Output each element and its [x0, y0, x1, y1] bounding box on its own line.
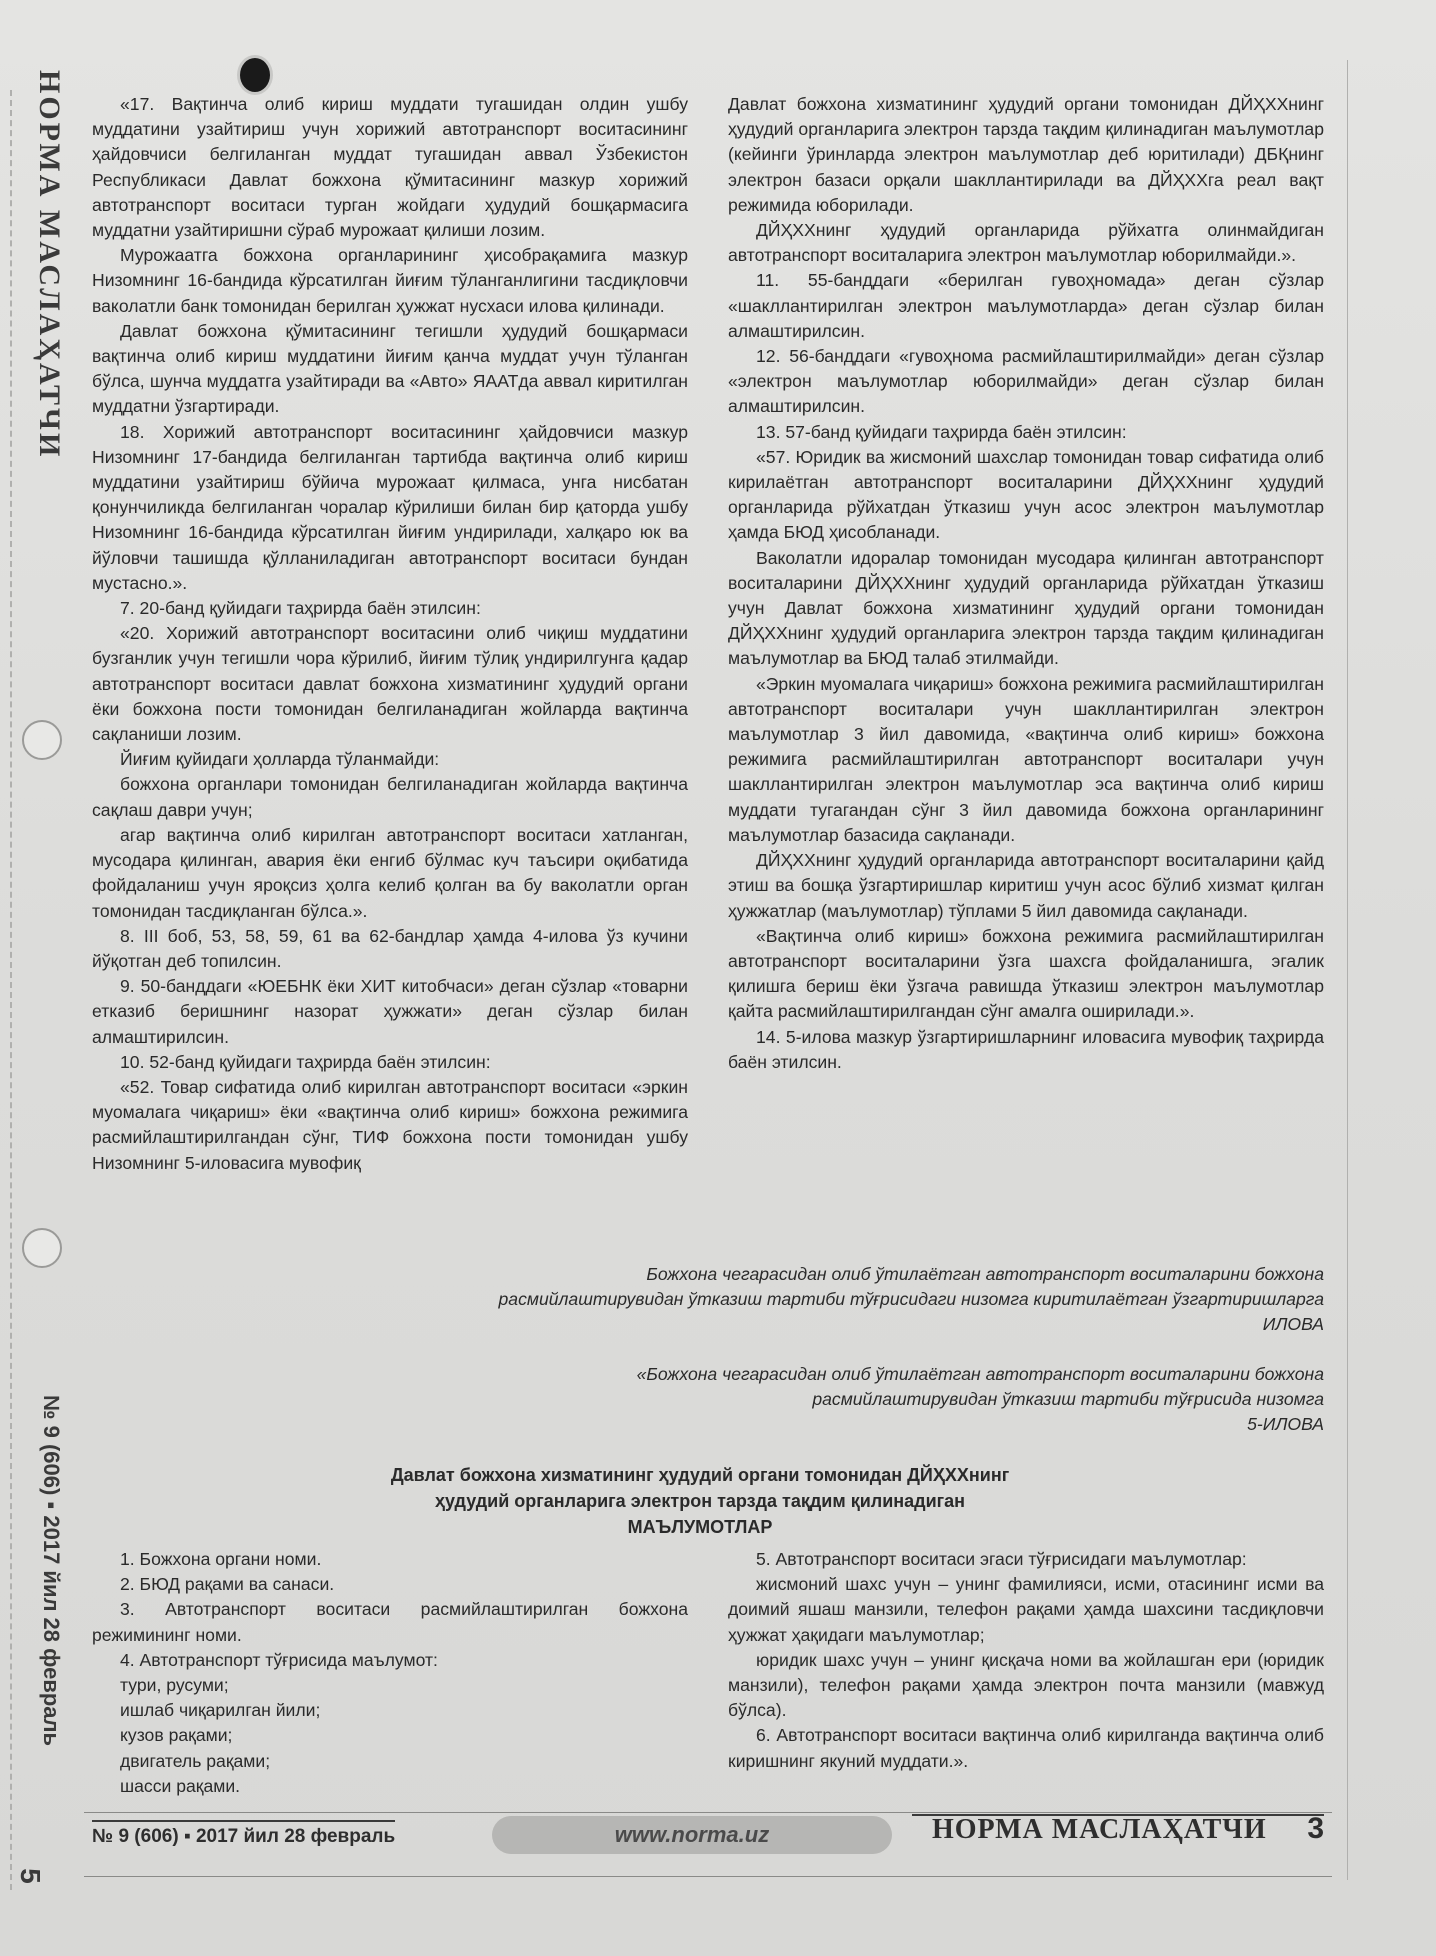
paragraph: «52. Товар сифатида олиб кирилган автотранспорт воситаси «эркин муомалага чиқариш» ёки «вақтинча олиб кириш» божхона режимига расмийлаштирилгандан сўнг, ТИФ божхона пости томонидан ушбу Низомнинг 5-иловасига мувофиқ [92, 1076, 688, 1173]
data-list-right [728, 1547, 1324, 1774]
annex-note-line: расмийлаштирувидан ўтказиш тартиби тўғрисида низомга [812, 1389, 1324, 1409]
annex-note-line: Божхона чегарасидан олиб ўтилаётган автотранспорт воситаларини божхона [646, 1264, 1324, 1284]
list-item: 3. Автотранспорт воситаси расмийлаштирилган божхона режимининг номи. [92, 1599, 688, 1645]
left-column [92, 92, 688, 1176]
annex-note-2 [224, 1362, 1324, 1437]
paragraph: «57. Юридик ва жисмоний шахслар томонидан товар сифатида олиб кирилаётган автотранспорт воситаларини ДЙҲХХнинг ҳудудий органларида рўйхатдан ўтказиш учун асос электрон маълумотлар ҳамда БЮД ҳисобланади. [728, 446, 1324, 543]
right-column [728, 92, 1324, 1075]
paragraph: ДЙҲХХнинг ҳудудий органларида рўйхатга олинмайдиган автотранспорт воситаларига электрон маълумотлар юборилмайди.». [728, 220, 1324, 266]
heading-title: МАЪЛУМОТЛАР [627, 1517, 773, 1537]
hole-punch-mark [240, 58, 270, 92]
paragraph: «17. Вақтинча олиб кириш муддати тугашидан олдин ушбу муддатини узайтириш учун хорижий автотранспорт воситасининг ҳайдовчиси белгиланган муддат тугашидан аввал Ўзбекистон Республикаси Давлат божхона қўмитасининг мазкур хорижий автотранспорт воситаси турган жойдаги ҳудудий бошқармасига муддатни узайтиришни сўраб мурожаат қилиши лозим. [92, 94, 688, 241]
annex-note-label: ИЛОВА [1262, 1314, 1324, 1334]
paragraph: 13. 57-банд қуйидаги таҳрирда баён этилсин: [756, 421, 1127, 442]
paragraph: «Вақтинча олиб кириш» божхона режимига расмийлаштирилган автотранспорт воситаларини ўзга шахсга фойдаланишга, эгалик қилишга бериш ёки ўзгача равишда ўтказиш электрон маълумотлар қайта расмийлаштирилгандан сўнг амалга оширилади.». [728, 925, 1324, 1022]
paragraph: агар вақтинча олиб кирилган автотранспорт воситаси хатланган, мусодара қилинган, авария ёки енгиб бўлмас куч таъсири оқибатида фойдаланиш учун яроқсиз ҳолга келиб қолган ва бу ваколатли орган томонидан тасдиқланган бўлса.». [92, 824, 688, 921]
annex-note-line: «Божхона чегарасидан олиб ўтилаётган автотранспорт воситаларини божхона [636, 1364, 1324, 1384]
paragraph: Давлат божхона қўмитасининг тегишли ҳудудий бошқармаси вақтинча олиб кириш муддатини йиғим қанча муддат учун тўланган бўлса, шунча муддатга узайтиради ва «Авто» ЯААТда аввал киритилган муддатни ўзгартиради. [92, 320, 688, 417]
paragraph: 10. 52-банд қуйидаги таҳрирда баён этилсин: [120, 1051, 491, 1072]
paragraph: 18. Хорижий автотранспорт воситасининг ҳайдовчиси мазкур Низомнинг 17-бандида белгиланган тартибда вақтинча олиб кириш муддатини узайтириш бўйича мурожаат қилмаса, унга нисбатан қонунчиликда белгиланган чоралар кўрилиши билан бир қаторда ушбу Низомнинг 16-бандида кўрсатилган йиғим ундирилади, халқаро юк ва йўловчи ташишда қўлланиладиган автотранспорт воситаси бундан мустасно.». [92, 421, 688, 593]
punch-hole-2 [22, 1228, 62, 1268]
annex-note-1 [224, 1262, 1324, 1337]
footer-url-link[interactable]: www.norma.uz [492, 1816, 892, 1854]
list-item: шасси рақами. [120, 1775, 241, 1796]
list-item: 4. Автотранспорт тўғрисида маълумот: [120, 1649, 438, 1670]
punch-hole-1 [22, 720, 62, 760]
footer-page-number: 3 [1307, 1812, 1324, 1845]
page-footer [92, 1810, 1324, 1860]
paragraph: Давлат божхона хизматининг ҳудудий органи томонидан ДЙҲХХнинг ҳудудий органларига электрон тарзда тақдим қилинадиган маълумотлар (кейинги ўринларда электрон маълумотлар деб юритилади) ДБҚнинг электрон базаси орқали шакллантирилади ва ДЙҲХХга реал вақт режимида юборилади. [728, 94, 1324, 215]
paragraph: Ваколатли идоралар томонидан мусодара қилинган автотранспорт воситаларини ДЙҲХХнинг ҳудудий органларида рўйхатдан ўтказиш учун Давлат божхона хизматининг ҳудудий органи томонидан ДЙҲХХнинг ҳудудий органларига электрон тарзда тақдим қилинадиган маълумотлар ва БЮД талаб этилмайди. [728, 547, 1324, 669]
paragraph: Мурожаатга божхона органларининг ҳисобрақамига мазкур Низомнинг 16-бандида кўрсатилган йиғим тўланганлигини тасдиқловчи ваколатли банк томонидан берилган ҳужжат нусхаси илова қилинади. [92, 245, 688, 316]
list-item: 5. Автотранспорт воситаси эгаси тўғрисидаги маълумотлар: [756, 1549, 1247, 1569]
binding-edge [10, 90, 12, 1890]
paragraph: божхона органлари томонидан белгиланадиган жойларда вақтинча сақлаш даври учун; [92, 774, 688, 820]
paragraph: 11. 55-банддаги «берилган гувоҳномада» деган сўзлар «шакллантирилган электрон маълумотларда» деган сўзлар билан алмаштирилсин. [728, 270, 1324, 341]
side-brand: НОРМА МАСЛАҲАТЧИ [33, 70, 66, 460]
section-heading [200, 1462, 1200, 1540]
footer-brand: НОРМА МАСЛАҲАТЧИ [932, 1814, 1267, 1845]
list-item: жисмоний шахс учун – унинг фамилияси, исми, отасининг исми ва доимий яшаш манзили, телефон рақами ҳамда шахсини тасдиқловчи ҳужжат ҳақидаги маълумотлар; [728, 1574, 1324, 1645]
side-issue: № 9 (606) ▪ 2017 йил 28 февраль [39, 1395, 64, 1747]
paragraph: 7. 20-банд қуйидаги таҳрирда баён этилсин: [120, 598, 481, 619]
list-item: кузов рақами; [120, 1725, 233, 1746]
list-item: ишлаб чиқарилган йили; [120, 1700, 321, 1721]
paragraph: 14. 5-илова мазкур ўзгартиришларнинг иловасига мувофиқ таҳрирда баён этилсин. [728, 1026, 1324, 1072]
right-edge-rule [1347, 60, 1348, 1880]
list-item: 6. Автотранспорт воситаси вақтинча олиб кирилганда вақтинча олиб киришнинг якуний муддати.». [728, 1725, 1324, 1771]
paragraph: 8. III боб, 53, 58, 59, 61 ва 62-бандлар ҳамда 4-илова ўз кучини йўқотган деб топилсин. [92, 925, 688, 971]
heading-line: Давлат божхона хизматининг ҳудудий органи томонидан ДЙҲХХнинг [390, 1465, 1010, 1485]
heading-line: ҳудудий органларига электрон тарзда тақдим қилинадиган [434, 1491, 966, 1511]
list-item: юридик шахс учун – унинг қисқача номи ва жойлашган ери (юридик манзили), телефон рақами ҳамда электрон почта манзили (мавжуд бўлса). [728, 1649, 1324, 1721]
list-item: тури, русуми; [120, 1675, 229, 1696]
annex-note-line: расмийлаштирувидан ўтказиш тартиби тўғрисидаги низомга киритилаётган ўзгартиришларга [498, 1289, 1324, 1309]
paragraph: «20. Хорижий автотранспорт воситасини олиб чиқиш муддатини бузганлик учун тегишли чора кўрилиб, йиғим тўлиқ ундирилгунга қадар автотранспорт воситаси давлат божхона хизматининг ҳудудий органи ёки божхона пости томонидан белгиланадиган жойларда вақтинча сақланиши лозим. [92, 623, 688, 745]
list-item: двигатель рақами; [120, 1750, 271, 1771]
list-item: 2. БЮД рақами ва санаси. [120, 1574, 335, 1595]
paragraph: 12. 56-банддаги «гувоҳнома расмийлаштирилмайди» деган сўзлар «электрон маълумотлар юборилмайди» деган сўзлар билан алмаштирилсин. [728, 346, 1324, 417]
paragraph: «Эркин муомалага чиқариш» божхона режимига расмийлаштирилган автотранспорт воситалари учун шакллантирилган электрон маълумотлар 3 йил давомида, «вақтинча олиб кириш» божхона режимига расмийлаштирилган автотранспорт воситалари учун шакллантирилган электрон маълумотлар эса вақтинча олиб кириш муддати тугагандан сўнг 3 йил давомида божхона органларининг маълумотлар базасида сақланади. [728, 673, 1324, 845]
footer-issue: № 9 (606) ▪ 2017 йил 28 февраль [92, 1820, 395, 1848]
paragraph: 9. 50-банддаги «ЮЕБНК ёки ХИТ китобчаси» деган сўзлар «товарни етказиб беришнинг назорат ҳужжати» деган сўзлар билан алмаштирилсин. [92, 976, 688, 1047]
bottom-frame-rule [84, 1876, 1332, 1877]
paragraph: ДЙҲХХнинг ҳудудий органларида автотранспорт воситаларини қайд этиш ва бошқа ўзгартиришлар киритиш учун асос бўлиб хизмат қилган ҳужжатлар (маълумотлар) тўплами 5 йил давомида сақланади. [728, 850, 1324, 921]
paragraph: Йиғим қуйидаги ҳолларда тўланмайди: [120, 749, 440, 770]
annex-note-label: 5-ИЛОВА [1247, 1414, 1324, 1434]
data-list-left [92, 1547, 688, 1799]
side-page-number: 5 [14, 1868, 46, 1884]
list-item: 1. Божхона органи номи. [120, 1549, 322, 1569]
